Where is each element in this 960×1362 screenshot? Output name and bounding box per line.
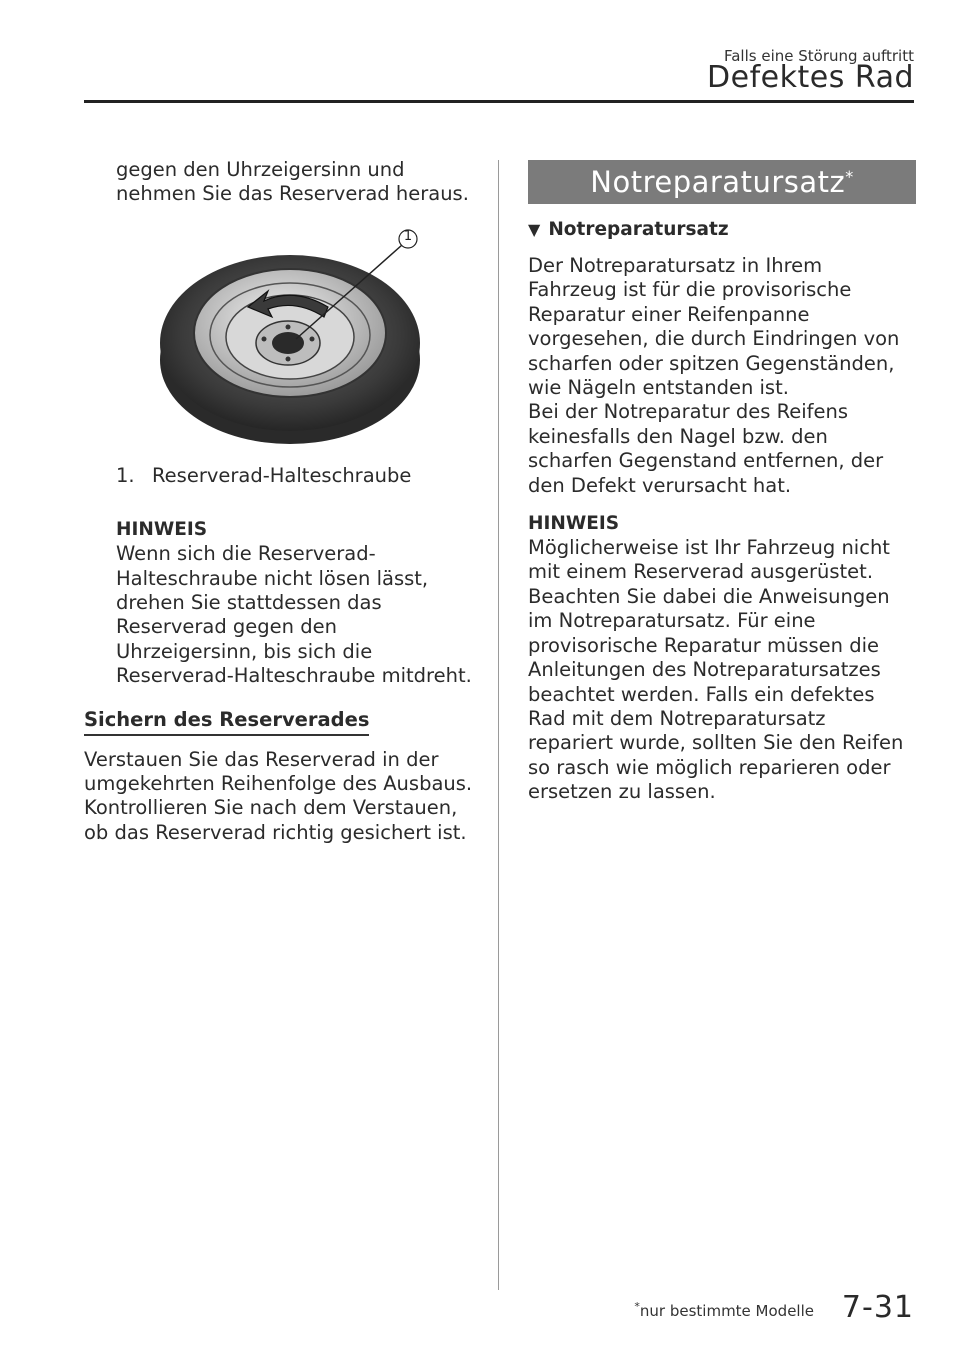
- paragraph-1: Der Notreparatursatz in Ihrem Fahrzeug ist für die provisorische Reparatur einer Reifenpanne vorgesehen, die durch Eindringen von scharfen oder spitzen Gegenständen, wie Nägeln entstanden ist.: [528, 254, 900, 400]
- caption-number: 1.: [116, 463, 135, 487]
- note-text: Wenn sich die Reserverad-Halteschraube nicht lösen lässt, drehen Sie stattdessen das Reserverad gegen den Uhrzeigersinn, bis sich die Reserverad-Halteschraube mitdreht.: [116, 542, 472, 688]
- footer-asterisk: *: [634, 1300, 640, 1313]
- footer-note-text: nur bestimmte Modelle: [639, 1302, 814, 1320]
- section-banner: [528, 160, 916, 204]
- left-column: [84, 158, 484, 845]
- right-column: [528, 160, 916, 805]
- header-rule: [84, 100, 914, 103]
- paragraph-2: Bei der Notreparatur des Reifens keinesfalls den Nagel bzw. den scharfen Gegenstand entfernen, der den Defekt verursacht hat.: [528, 400, 884, 497]
- callout-label: 1: [403, 228, 413, 244]
- page-number: 7-31: [841, 1290, 914, 1325]
- spare-wheel-figure: [156, 225, 424, 450]
- note-block: [84, 518, 484, 688]
- figure-caption: [84, 464, 484, 488]
- banner-title: Notreparatursatz: [590, 165, 846, 199]
- subheading-text: Notreparatursatz: [548, 219, 729, 240]
- caption-text: Reserverad-Halteschraube: [152, 463, 412, 487]
- section-heading: Sichern des Reserverades: [84, 707, 369, 736]
- subheading: [528, 218, 916, 242]
- section-text: Verstauen Sie das Reserverad in der umgekehrten Reihenfolge des Ausbaus. Kontrollieren Sie nach dem Verstauen, ob das Reserverad richtig gesichert ist.: [84, 747, 473, 844]
- spare-wheel-illustration: [156, 225, 424, 450]
- right-note-heading: HINWEIS: [528, 513, 620, 535]
- triangle-marker-icon: ▼: [528, 220, 541, 239]
- banner-asterisk: *: [845, 166, 854, 186]
- column-divider: [498, 160, 499, 1290]
- footer-note: [634, 1300, 814, 1320]
- right-note-text: Möglicherweise ist Ihr Fahrzeug nicht mit einem Reserverad ausgerüstet. Beachten Sie dabei die Anweisungen im Notreparatursatz. Für eine provisorische Reparatur müssen die Anleitungen des Notreparatursatzes beachtet werden. Falls ein defektes Rad mit dem Notreparatursatz repariert wurde, sollten Sie den Reifen so rasch wie möglich reparieren oder ersetzen zu lassen.: [528, 536, 904, 804]
- chapter-subtitle: Falls eine Störung auftritt: [723, 47, 914, 65]
- note-heading: HINWEIS: [116, 519, 208, 541]
- page-title: Defektes Rad: [707, 60, 914, 95]
- intro-text: gegen den Uhrzeigersinn und nehmen Sie das Reserverad heraus.: [116, 158, 469, 206]
